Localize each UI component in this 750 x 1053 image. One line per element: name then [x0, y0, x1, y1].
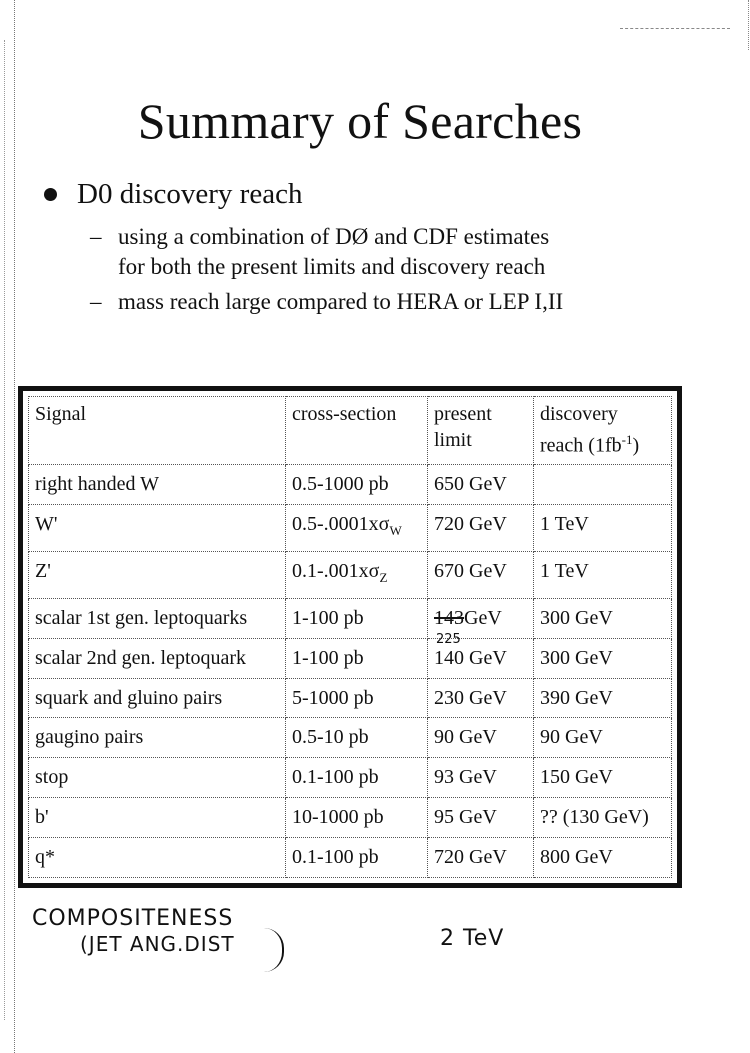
table-row: [29, 598, 672, 638]
cell-reach: 300 GeV: [534, 598, 672, 638]
sub-item-line: for both the present limits and discovery reach: [118, 254, 546, 279]
cell-cross-section: 0.5-1000 pb: [286, 465, 428, 505]
cell-limit: 230 GeV: [428, 678, 534, 718]
handwritten-note-compositeness: COMPOSITENESS: [32, 906, 234, 931]
cell-cross-section: $0.5-.0001x\sigma_W$: [286, 504, 428, 551]
handwritten-correction: 225: [436, 631, 461, 647]
cell-signal: stop: [29, 758, 286, 798]
cell-signal: scalar 2nd gen. leptoquark: [29, 638, 286, 678]
struck-limit: 143: [434, 606, 464, 629]
cell-cross-section: 0.1-100 pb: [286, 758, 428, 798]
table-row: [29, 638, 672, 678]
handwritten-note-reach: 2 TeV: [440, 926, 505, 951]
cell-limit: 95 GeV: [428, 798, 534, 838]
cell-cross-section: 1-100 pb: [286, 638, 428, 678]
header-discovery-reach: discovery reach $(1fb^{-1})$: [534, 397, 672, 465]
cell-reach: 1 TeV: [534, 551, 672, 598]
cell-signal: scalar 1st gen. leptoquarks: [29, 598, 286, 638]
cell-cross-section: 1-100 pb: [286, 598, 428, 638]
handwritten-paren: [262, 928, 284, 972]
cell-reach: ?? (130 GeV): [534, 798, 672, 838]
cell-reach: [534, 465, 672, 505]
cell-reach: 390 GeV: [534, 678, 672, 718]
cell-cross-section: 0.1-100 pb: [286, 838, 428, 878]
cell-signal: gaugino pairs: [29, 718, 286, 758]
cell-limit: 720 GeV: [428, 838, 534, 878]
cell-limit: 90 GeV: [428, 718, 534, 758]
summary-table: [28, 396, 672, 878]
sub-item-line: using a combination of DØ and CDF estimates: [118, 224, 550, 249]
header-signal: Signal: [29, 397, 286, 465]
cell-signal: Z': [29, 551, 286, 598]
bullet-text: D0 discovery reach: [77, 178, 303, 210]
cell-cross-section: 5-1000 pb: [286, 678, 428, 718]
sub-item-combination: – using a combination of DØ and CDF estimates for both the present limits and discovery reach: [90, 222, 549, 282]
top-rule: [620, 28, 730, 29]
page-title: Summary of Searches: [137, 93, 583, 149]
cell-signal: W': [29, 504, 286, 551]
table-row: [29, 465, 672, 505]
header-present-limit: present limit: [428, 397, 534, 465]
cell-cross-section: 0.5-10 pb: [286, 718, 428, 758]
cell-signal: b': [29, 798, 286, 838]
cell-signal: right handed W: [29, 465, 286, 505]
cell-limit: 140 GeV: [428, 638, 534, 678]
table-row: [29, 718, 672, 758]
handwritten-note-jet-ang: (JET ANG.DIST: [80, 932, 235, 956]
table-header-row: [29, 397, 672, 465]
table-row: [29, 758, 672, 798]
cell-cross-section: $0.1-.001x\sigma_Z$: [286, 551, 428, 598]
cell-signal: squark and gluino pairs: [29, 678, 286, 718]
cell-limit: 650 GeV: [428, 465, 534, 505]
table-row: [29, 504, 672, 551]
cell-cross-section: 10-1000 pb: [286, 798, 428, 838]
bullet-item: [44, 178, 302, 211]
sub-item-mass-reach: – mass reach large compared to HERA or LEP I,II: [90, 289, 564, 314]
table-row: [29, 678, 672, 718]
bullet-dot-icon: [44, 188, 57, 201]
cell-signal: q*: [29, 838, 286, 878]
cell-limit: 670 GeV: [428, 551, 534, 598]
header-cross-section: cross-section: [286, 397, 428, 465]
summary-table-frame: [18, 386, 682, 888]
cell-reach: 150 GeV: [534, 758, 672, 798]
cell-reach: 1 TeV: [534, 504, 672, 551]
scan-edge-inner: [4, 40, 6, 1020]
table-row: [29, 551, 672, 598]
cell-limit: 93 GeV: [428, 758, 534, 798]
sub-item-line: mass reach large compared to HERA or LEP I,II: [118, 289, 564, 314]
cell-limit: 143GeV 225: [428, 598, 534, 638]
cell-reach: 800 GeV: [534, 838, 672, 878]
cell-reach: 90 GeV: [534, 718, 672, 758]
table-row: [29, 838, 672, 878]
cell-limit: 720 GeV: [428, 504, 534, 551]
cell-reach: 300 GeV: [534, 638, 672, 678]
table-row: [29, 798, 672, 838]
